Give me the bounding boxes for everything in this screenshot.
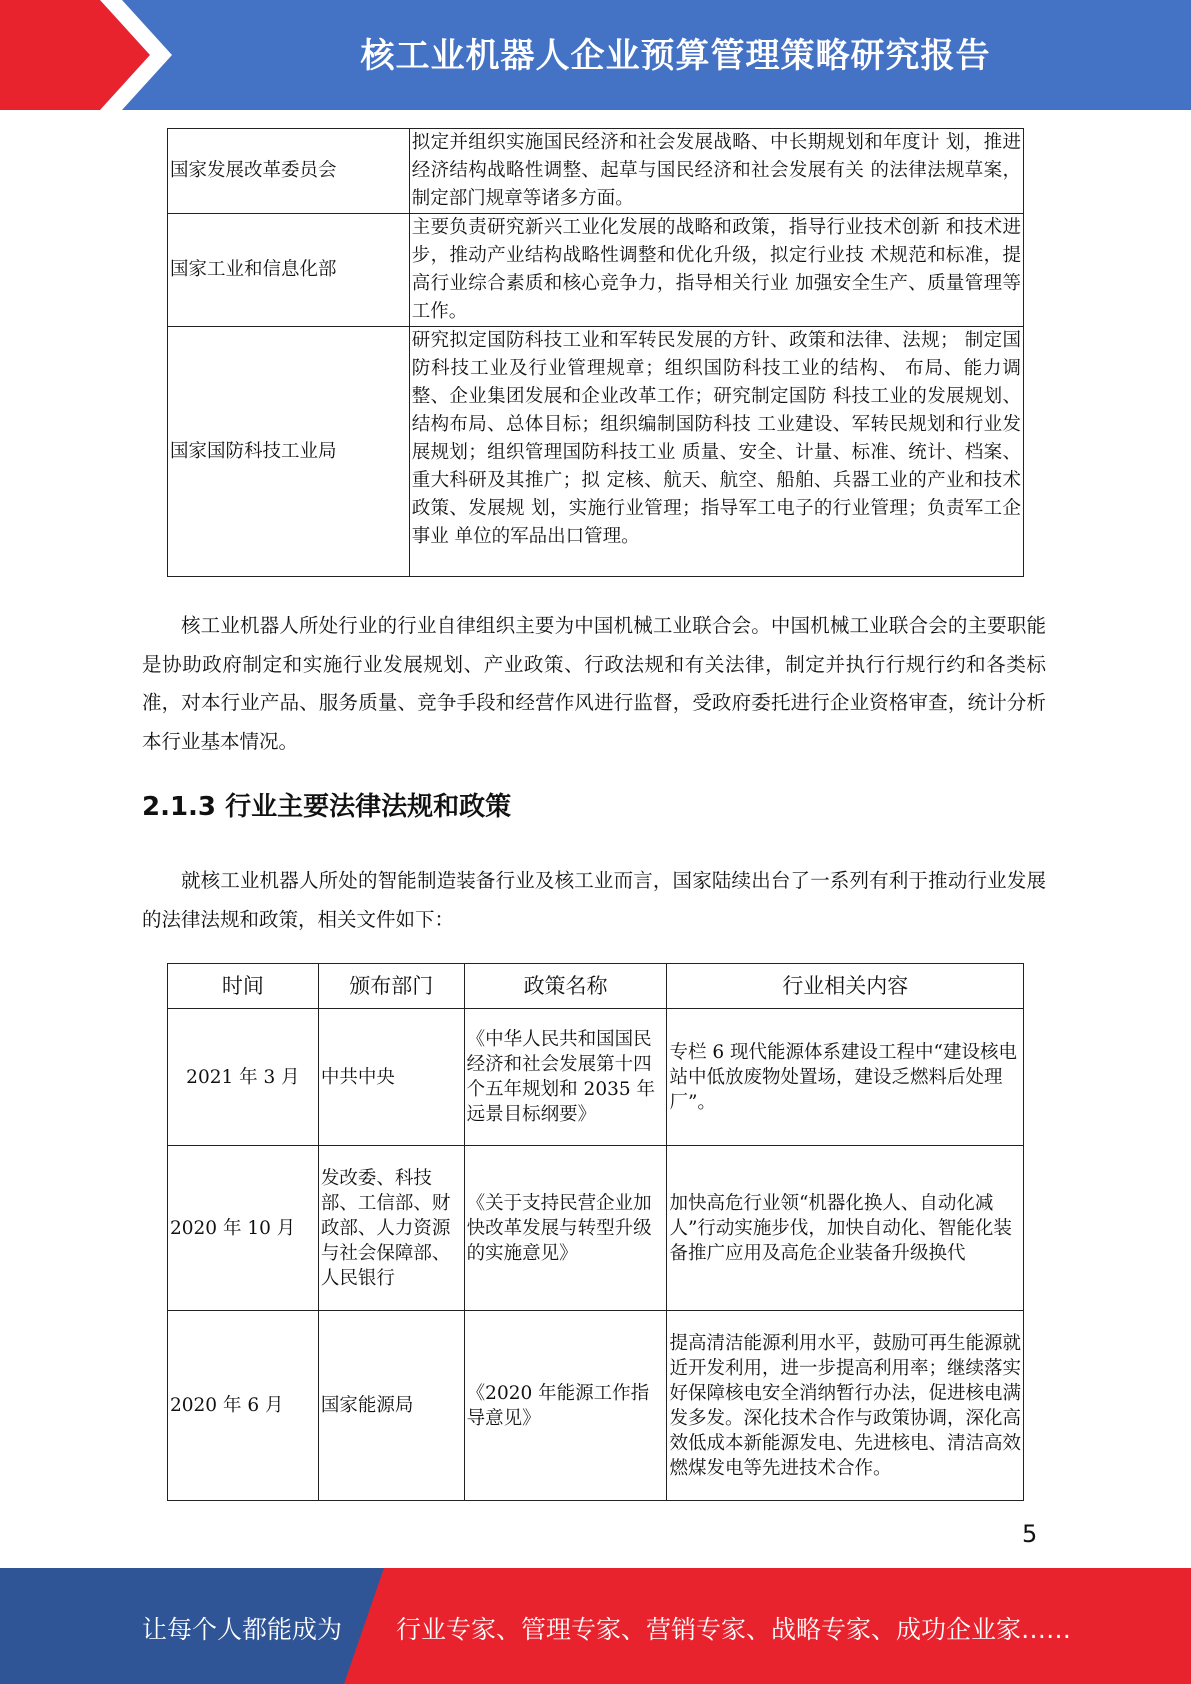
table-row	[168, 1009, 1024, 1146]
section-heading: 2.1.3 行业主要法律法规和政策	[142, 792, 512, 822]
policy-department: 中共中央	[318, 1009, 464, 1146]
policy-department: 发改委、科技部、工信部、财政部、人力资源与社会保障部、人民银行	[318, 1146, 464, 1311]
policy-name: 《中华人民共和国国民经济和社会发展第十四个五年规划和 2035 年远景目标纲要》	[464, 1009, 667, 1146]
policy-time: 2020 年 10 月	[168, 1146, 319, 1311]
table-row	[168, 1311, 1024, 1501]
policy-department: 国家能源局	[318, 1311, 464, 1501]
page-footer	[0, 1568, 1191, 1684]
footer-slogan-left: 让每个人都能成为	[142, 1615, 343, 1644]
policy-name: 《2020 年能源工作指导意见》	[464, 1311, 667, 1501]
policy-table	[167, 963, 1024, 1501]
org-name: 国家国防科技工业局	[168, 327, 410, 577]
footer-slogan-right: 行业专家、管理专家、营销专家、战略专家、成功企业家……	[396, 1615, 1072, 1644]
report-title: 核工业机器人企业预算管理策略研究报告	[360, 36, 991, 76]
org-name: 国家发展改革委员会	[168, 129, 410, 214]
org-name: 国家工业和信息化部	[168, 214, 410, 327]
policy-time: 2020 年 6 月	[168, 1311, 319, 1501]
page-header	[0, 0, 1191, 110]
column-header: 时间	[168, 964, 319, 1009]
page-number: 5	[1022, 1520, 1038, 1548]
org-responsibility-table	[167, 128, 1024, 577]
policy-time: 2021 年 3 月	[168, 1009, 319, 1146]
org-description: 拟定并组织实施国民经济和社会发展战略、中长期规划和年度计 划，推进经济结构战略性调整、起草与国民经济和社会发展有关 的法律法规草案，制定部门规章等诸多方面。	[409, 129, 1023, 214]
column-header: 政策名称	[464, 964, 667, 1009]
body-paragraph: 就核工业机器人所处的智能制造装备行业及核工业而言，国家陆续出台了一系列有利于推动行业发展的法律法规和政策，相关文件如下：	[142, 869, 1046, 931]
table-row	[168, 214, 1024, 327]
policy-content: 提高清洁能源利用水平，鼓励可再生能源就近开发利用，进一步提高利用率；继续落实好保障核电安全消纳暂行办法，促进核电满发多发。深化技术合作与政策协调，深化高效低成本新能源发电、先进核电、清洁高效燃煤发电等先进技术合作。	[667, 1311, 1024, 1501]
table-row	[168, 129, 1024, 214]
policy-content: 专栏 6 现代能源体系建设工程中“建设核电站中低放废物处置场，建设乏燃料后处理厂”。	[667, 1009, 1024, 1146]
org-description: 研究拟定国防科技工业和军转民发展的方针、政策和法律、法规； 制定国防科技工业及行业管理规章；组织国防科技工业的结构、 布局、能力调整、企业集团发展和企业改革工作；研究制定国防 科技工业的发展规划、结构布局、总体目标；组织编制国防科技 工业建设、军转民规划和行业发展规划；组织管理国防科技工业 质量、安全、计量、标准、统计、档案、重大科研及其推广；拟 定核、航天、航空、船舶、兵器工业的产业和技术政策、发展规 划，实施行业管理；指导军工电子的行业管理；负责军工企事业 单位的军品出口管理。	[409, 327, 1023, 577]
org-description: 主要负责研究新兴工业化发展的战略和政策，指导行业技术创新 和技术进步，推动产业结构战略性调整和优化升级，拟定行业技 术规范和标准，提高行业综合素质和核心竞争力，指导相关行业 加强安全生产、质量管理等工作。	[409, 214, 1023, 327]
policy-content: 加快高危行业领“机器化换人、自动化减人”行动实施步伐，加快自动化、智能化装备推广应用及高危企业装备升级换代	[667, 1146, 1024, 1311]
body-paragraph: 核工业机器人所处行业的行业自律组织主要为中国机械工业联合会。中国机械工业联合会的主要职能是协助政府制定和实施行业发展规划、产业政策、行政法规和有关法律，制定并执行行规行约和各类标准，对本行业产品、服务质量、竞争手段和经营作风进行监督，受政府委托进行企业资格审查，统计分析本行业基本情况。	[142, 614, 1046, 753]
policy-name: 《关于支持民营企业加快改革发展与转型升级的实施意见》	[464, 1146, 667, 1311]
table-row	[168, 1146, 1024, 1311]
column-header: 颁布部门	[318, 964, 464, 1009]
table-header-row	[168, 964, 1024, 1009]
table-row	[168, 327, 1024, 577]
column-header: 行业相关内容	[667, 964, 1024, 1009]
